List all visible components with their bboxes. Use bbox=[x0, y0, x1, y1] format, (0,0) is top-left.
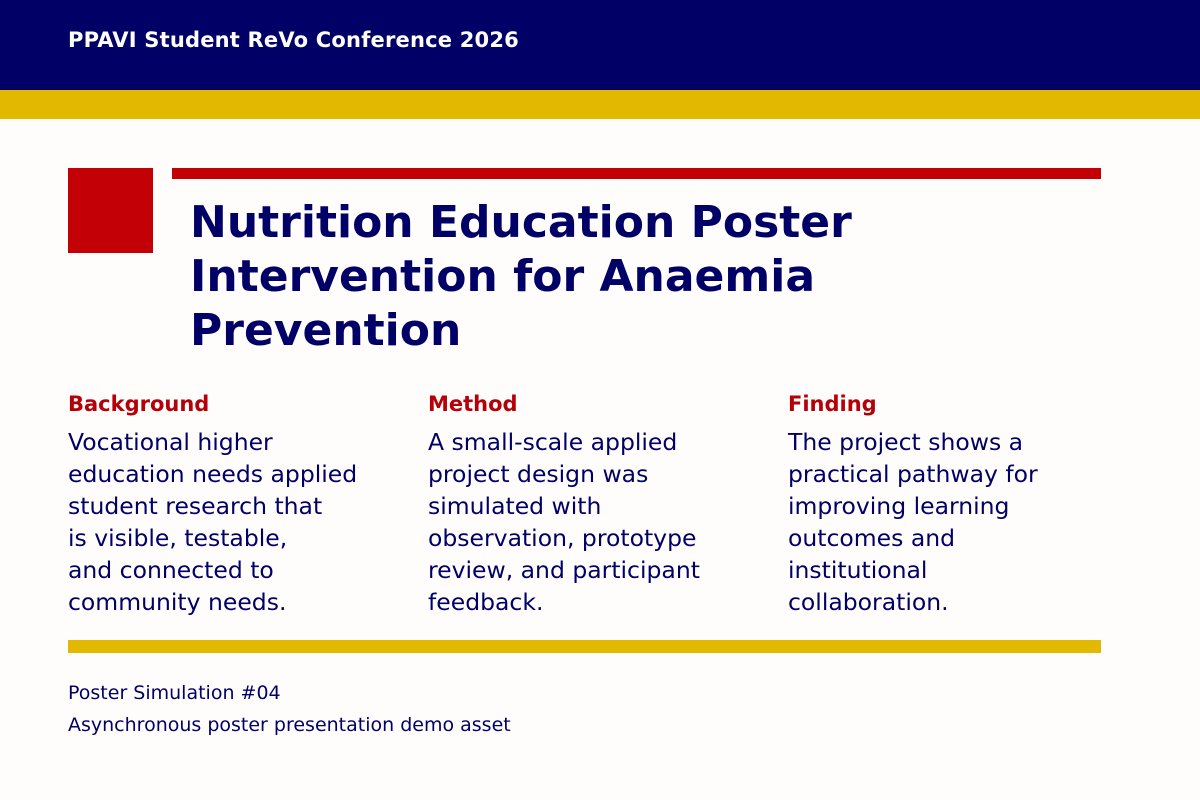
section-background bbox=[68, 390, 408, 618]
gold-divider-rule bbox=[68, 640, 1101, 653]
footer-description: Asynchronous poster presentation demo asset bbox=[68, 714, 511, 736]
gold-accent-band bbox=[0, 90, 1200, 119]
conference-name: PPAVI Student ReVo Conference 2026 bbox=[68, 28, 519, 52]
footer-simulation-label: Poster Simulation #04 bbox=[68, 682, 281, 704]
section-heading: Background bbox=[68, 392, 210, 416]
section-heading: Finding bbox=[788, 392, 877, 416]
red-accent-rule bbox=[172, 168, 1101, 179]
poster-title: Nutrition Education Poster Intervention for Anaemia Prevention bbox=[190, 197, 852, 356]
section-heading: Method bbox=[428, 392, 518, 416]
section-body: Vocational higher education needs applied student research that is visible, testable, and connected to community needs. bbox=[68, 428, 358, 616]
section-body: The project shows a practical pathway for improving learning outcomes and institutional collaboration. bbox=[788, 428, 1038, 616]
top-banner bbox=[0, 0, 1200, 90]
section-body: A small-scale applied project design was simulated with observation, prototype review, and participant feedback. bbox=[428, 428, 700, 616]
section-finding bbox=[788, 390, 1128, 618]
red-accent-square bbox=[68, 168, 153, 253]
section-method bbox=[428, 390, 768, 618]
